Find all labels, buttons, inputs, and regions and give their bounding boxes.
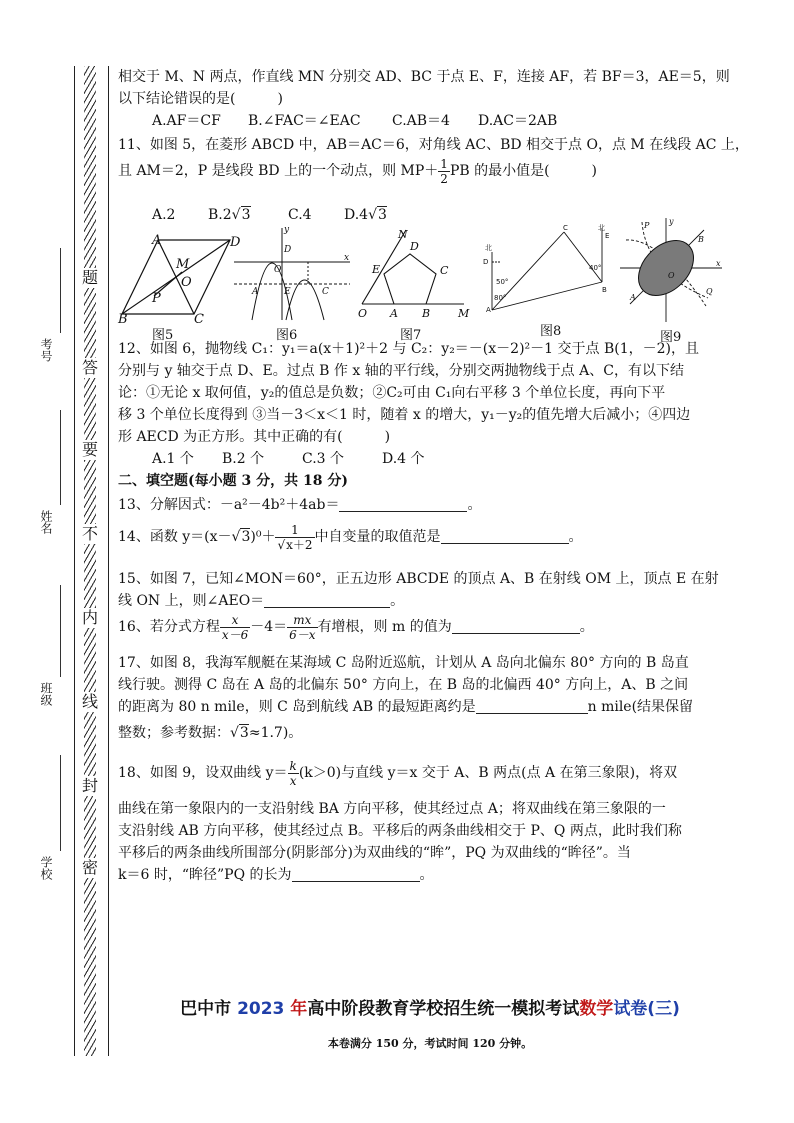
title-part-city: 巴中市	[180, 999, 238, 1019]
section-2-heading: 二、填空题(每小题 3 分，共 18 分)	[118, 473, 348, 489]
figure-7-caption: 图7	[400, 328, 422, 343]
q14-frac-num: 1	[275, 523, 314, 538]
fig5-label-d: D	[230, 235, 241, 250]
fig9-label-b: B	[698, 235, 704, 244]
q18-text-a: 18、如图 9，设双曲线 y＝	[118, 765, 288, 781]
q18-line1	[118, 752, 677, 794]
q16-text-b: －4＝	[250, 619, 288, 635]
exam-number-label: 考号	[39, 338, 53, 362]
q17-line4	[118, 722, 302, 744]
q11-line1: 11、如图 5，在菱形 ABCD 中，AB＝AC＝6，对角线 AC、BD 相交于点 O，点 M 在线段 AC 上，	[118, 137, 749, 153]
q11-text-a: 且 AM＝2，P 是线段 BD 上的一个动点，则 MP＋	[118, 163, 439, 179]
q11-option-d-root: √3	[368, 207, 387, 223]
q13-answer-blank[interactable]	[339, 496, 467, 512]
q16-f1-num: x	[220, 613, 250, 628]
q16-fraction-2	[287, 613, 317, 642]
fig7-label-d: D	[410, 240, 419, 253]
q15-period: 。	[390, 593, 405, 609]
q18-period: 。	[419, 867, 434, 883]
q10-line1: 相交于 M、N 两点，作直线 MN 分别交 AD、BC 于点 E、F，连接 AF，若 BF＝3，AE＝5，则	[118, 69, 730, 85]
fig6-label-a: A	[252, 287, 259, 297]
q11-frac-den: 2	[440, 171, 448, 186]
school-label: 学校	[39, 856, 53, 880]
q17-text-a: 的距离为 80 n mile，则 C 岛到航线 AB 的最短距离约是	[118, 699, 476, 715]
q11-option-d-text: D.4	[344, 207, 369, 223]
q10-line2: 以下结论错误的是( )	[118, 91, 283, 107]
fig7-label-e: E	[372, 263, 381, 276]
exam-title	[130, 994, 730, 1019]
fig6-label-d: D	[284, 245, 292, 255]
q11-option-c: C.4	[288, 207, 312, 223]
fig9-label-y: y	[669, 217, 674, 226]
q11-frac-num: 1	[440, 156, 448, 171]
q11-fraction	[438, 157, 450, 186]
fig6-label-x: x	[344, 253, 350, 263]
q14-text-b: )⁰＋	[250, 529, 276, 545]
q18-frac-den: x	[289, 773, 297, 788]
q14-frac-den-radicand: x＋2	[286, 537, 313, 552]
q16-answer-blank[interactable]	[452, 618, 580, 634]
q12-line4: 移 3 个单位长度得到 ③当－3＜x＜1 时，随着 x 的增大，y₁－y₂的值先增大后减小；④四边	[118, 407, 691, 423]
q17-answer-blank[interactable]	[476, 698, 588, 714]
q18-line3: 支沿射线 AB 方向平移，使其经过点 B。平移后的两条曲线相交于 P、Q 两点，此时我们称	[118, 823, 682, 839]
q18-line2: 曲线在第一象限内的一支沿射线 BA 方向平移，使其经过点 A；将双曲线在第三象限的一	[118, 801, 666, 817]
seal-char-mi: 密	[81, 858, 98, 877]
fig7-label-b: B	[422, 307, 431, 320]
school-field[interactable]	[60, 755, 61, 851]
q10-option-d: D.AC＝2AB	[478, 113, 558, 129]
q11-option-d-radicand: 3	[378, 207, 387, 223]
q17-line1: 17、如图 8，我海军舰艇在某海域 C 岛附近巡航，计划从 A 岛向北偏东 80° 方向的 B 岛直	[118, 655, 689, 671]
margin-line	[74, 66, 75, 1056]
q14-frac-den: √x＋2	[277, 537, 313, 552]
q12-option-b: B.2 个	[222, 451, 265, 467]
q11-option-b-root: √3	[231, 207, 251, 223]
q18-frac-num: k	[289, 758, 297, 773]
q13-period: 。	[467, 497, 482, 513]
title-year: 2023	[237, 999, 285, 1019]
q17-text-d: ≈1.7)。	[248, 725, 303, 741]
figure-7-pentagon	[356, 228, 468, 322]
fig6-label-y: y	[284, 225, 290, 235]
seal-char-bu: 不	[81, 524, 98, 543]
fig8-label-c: C	[563, 224, 568, 232]
class-field[interactable]	[60, 585, 61, 677]
fig8-label-north-b: 北	[598, 224, 605, 232]
q16	[118, 606, 594, 648]
q17-text-b: n mile(结果保留	[587, 699, 694, 715]
fig9-label-o: O	[668, 271, 675, 280]
q17-root: √3	[230, 725, 249, 741]
fig8-label-a: A	[486, 306, 491, 314]
fig7-label-n: N	[398, 228, 408, 241]
q12-line1: 12、如图 6，抛物线 C₁：y₁＝a(x＋1)²＋2 与 C₂：y₂＝－(x－2)²－1 交于点 B(1，－2)，且	[118, 341, 699, 357]
title-part-paper: 试卷(三)	[613, 999, 680, 1019]
q11-text-b: PB 的最小值是( )	[449, 163, 598, 179]
fig8-label-d: D	[483, 258, 489, 266]
q12-option-d: D.4 个	[382, 451, 425, 467]
seal-char-xian: 线	[81, 692, 98, 711]
q18-line5	[118, 864, 434, 886]
q16-text-c: 有增根，则 m 的值为	[317, 619, 452, 635]
fig5-label-p: P	[152, 291, 161, 306]
seal-char-da: 答	[81, 358, 98, 377]
fig9-label-x: x	[716, 259, 721, 268]
title-subject: 数学	[579, 999, 614, 1019]
q14-root-radicand: 3	[241, 529, 251, 545]
q16-period: 。	[579, 619, 594, 635]
q17-text-c: 整数；参考数据：	[118, 725, 230, 741]
binding-margin	[0, 0, 112, 1123]
fig7-label-a: A	[390, 307, 398, 320]
fig9-label-p: P	[644, 221, 650, 230]
figure-9-caption: 图9	[660, 330, 682, 345]
exam-number-field[interactable]	[60, 248, 61, 333]
q11-line2	[118, 154, 597, 188]
figure-6-parabolas	[232, 222, 356, 322]
fig8-label-north-a: 北	[485, 244, 492, 252]
seal-hatch-band	[84, 66, 96, 1056]
q11-option-b-radicand: 3	[241, 207, 251, 223]
fig6-label-e: E	[284, 287, 291, 297]
q14-answer-blank[interactable]	[441, 528, 569, 544]
title-part-nian: 年	[284, 999, 308, 1019]
fig7-label-o: O	[358, 307, 368, 320]
q18-line4: 平移后的两条曲线所围部分(阴影部分)为双曲线的“眸”，PQ 为双曲线的“眸径”。当	[118, 845, 631, 861]
q13	[118, 494, 481, 516]
q16-fraction-1	[220, 613, 250, 642]
seal-char-ti: 题	[81, 268, 98, 287]
q18-fraction	[288, 759, 299, 788]
fig8-label-b: B	[602, 286, 607, 294]
q18-answer-blank[interactable]	[292, 866, 420, 882]
fig6-label-o: O	[274, 265, 282, 275]
class-label: 班级	[39, 682, 53, 706]
fig9-label-q: Q	[706, 287, 713, 296]
content-border-line	[108, 66, 109, 1056]
q14	[118, 516, 583, 558]
fig5-label-m: M	[176, 257, 190, 272]
seal-char-nei: 内	[81, 608, 98, 627]
q10-option-a: A.AF＝CF	[152, 113, 221, 129]
figure-6-caption: 图6	[276, 328, 298, 343]
q16-f2-den: 6－x	[289, 627, 316, 642]
fig5-label-b: B	[118, 312, 128, 327]
fig5-label-o: O	[181, 275, 192, 290]
q12-line3: 论：①无论 x 取何值，y₂的值总是负数；②C₂可由 C₁向右平移 3 个单位长度，再向下平	[118, 385, 666, 401]
title-part-main: 高中阶段教育学校招生统一模拟考试	[307, 999, 580, 1019]
q11-option-b-text: B.2	[208, 207, 232, 223]
q13-text: 13、分解因式：－a²－4b²＋4ab＝	[118, 497, 340, 513]
q12-line2: 分别与 y 轴交于点 D、E。过点 B 作 x 轴的平行线，分别交两抛物线于点 A、C，有以下结	[118, 363, 684, 379]
q14-text-a: 14、函数 y＝(x－	[118, 529, 232, 545]
fig9-label-a: A	[630, 293, 636, 302]
q17-line2: 线行驶。测得 C 岛在 A 岛的北偏东 50° 方向上，在 B 岛的北偏西 40° 方向上，A、B 之间	[118, 677, 689, 693]
q12-option-c: C.3 个	[302, 451, 345, 467]
q16-f2-num: mx	[287, 613, 317, 628]
q17-root-radicand: 3	[239, 725, 249, 741]
seal-char-feng: 封	[81, 776, 98, 795]
seal-char-yao: 要	[81, 440, 98, 459]
q18-text-c: k＝6 时，“眸径”PQ 的长为	[118, 867, 292, 883]
q10-option-c: C.AB＝4	[392, 113, 450, 129]
fig6-label-c: C	[322, 287, 329, 297]
q14-root: √3	[231, 529, 251, 545]
figure-9-hyperbola-eye	[616, 214, 726, 326]
figure-8-caption: 图8	[540, 324, 562, 339]
fig8-label-e: E	[605, 232, 610, 240]
q16-f1-den: x－6	[221, 627, 249, 642]
figure-5-rhombus	[118, 232, 244, 327]
q10-option-b: B.∠FAC＝∠EAC	[248, 113, 361, 129]
q17-line3	[118, 696, 693, 718]
fig7-label-m: M	[458, 307, 470, 320]
q14-text-c: 中自变量的取值范是	[314, 529, 441, 545]
q14-period: 。	[568, 529, 583, 545]
exam-subtitle: 本卷满分 150 分，考试时间 120 分钟。	[327, 1037, 533, 1050]
fig5-label-c: C	[194, 312, 204, 327]
q12-line5: 形 AECD 为正方形。其中正确的有( )	[118, 429, 391, 445]
q16-text-a: 16、若分式方程	[118, 619, 220, 635]
q12-option-a: A.1 个	[152, 451, 194, 467]
fig5-label-a: A	[152, 233, 162, 248]
fig8-label-80deg: 80°	[494, 294, 507, 302]
figure-8-navigation	[478, 222, 612, 314]
q14-fraction	[275, 523, 314, 552]
figure-5-caption: 图5	[152, 328, 174, 343]
q11-option-a: A.2	[152, 207, 176, 223]
fig8-label-40deg: 40°	[589, 264, 602, 272]
fig7-label-c: C	[440, 264, 449, 277]
q15-line1: 15、如图 7，已知∠MON＝60°，正五边形 ABCDE 的顶点 A、B 在射线 OM 上，顶点 E 在射	[118, 571, 719, 587]
q18-text-b: (k＞0)与直线 y＝x 交于 A、B 两点(点 A 在第三象限)，将双	[298, 765, 678, 781]
fig8-label-50deg: 50°	[496, 278, 509, 286]
name-label: 姓名	[39, 510, 53, 534]
q15-text: 线 ON 上，则∠AEO＝	[118, 593, 265, 609]
name-field[interactable]	[60, 410, 61, 505]
